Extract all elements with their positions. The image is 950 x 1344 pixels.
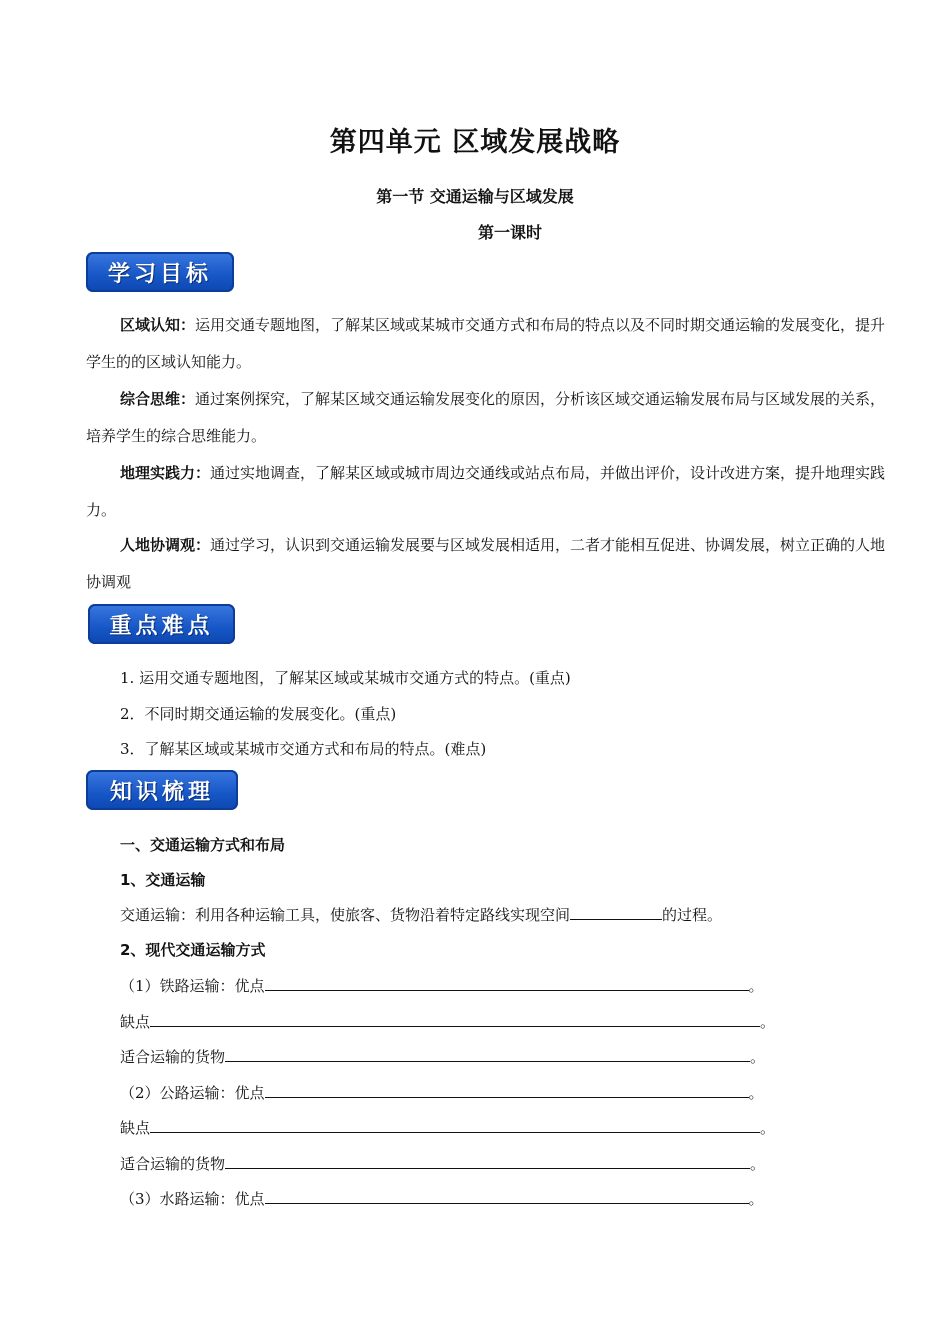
definition-before: 交通运输：利用各种运输工具，使旅客、货物沿着特定路线实现空间	[120, 906, 571, 924]
fill-line-label: 缺点	[120, 1119, 151, 1137]
keypoint-item: 2．不同时期交通运输的发展变化。(重点)	[120, 705, 397, 723]
keypoints-badge: 重点难点	[88, 604, 235, 644]
objective-label: 人地协调观：	[120, 536, 211, 554]
objective-regional-cognition	[86, 307, 886, 381]
objective-text: 通过案例探究，了解某区域交通运输发展变化的原因，分析该区域交通运输发展布局与区域发展的关系，培养学生的综合思维能力。	[86, 390, 886, 445]
fill-blank[interactable]	[150, 1118, 760, 1133]
fill-line-end: 。	[750, 1048, 766, 1066]
fill-line	[120, 1154, 765, 1174]
definition-after: 的过程。	[662, 906, 723, 924]
fill-line-end: 。	[748, 1190, 764, 1208]
fill-blank[interactable]	[265, 1083, 749, 1098]
fill-line-end: 。	[760, 1119, 776, 1137]
knowledge-badge: 知识梳理	[86, 770, 238, 810]
fill-line-label: （3）水路运输：优点	[120, 1190, 265, 1208]
lesson-title: 第一课时	[477, 223, 542, 242]
knowledge-heading-1: 一、交通运输方式和布局	[120, 836, 286, 854]
keypoint-item: 3．了解某区域或某城市交通方式和布局的特点。(难点)	[120, 740, 487, 758]
fill-line	[120, 1189, 764, 1209]
page-title: 第四单元 区域发展战略	[329, 127, 621, 158]
fill-line-label: 适合运输的货物	[120, 1048, 226, 1066]
objective-label: 区域认知：	[120, 316, 196, 334]
section-title: 第一节 交通运输与区域发展	[376, 187, 574, 206]
fill-blank[interactable]	[570, 905, 662, 920]
objective-text: 运用交通专题地图，了解某区域或某城市交通方式和布局的特点以及不同时期交通运输的发展变化，提升学生的的区域认知能力。	[86, 316, 886, 371]
objective-label: 地理实践力：	[120, 464, 211, 482]
fill-blank[interactable]	[150, 1012, 760, 1027]
knowledge-heading-2: 1、交通运输	[120, 871, 206, 889]
knowledge-heading-3: 2、现代交通运输方式	[120, 941, 266, 959]
fill-blank[interactable]	[265, 976, 749, 991]
objective-label: 综合思维：	[120, 390, 196, 408]
fill-line	[120, 976, 764, 996]
objective-human-earth	[86, 527, 886, 601]
keypoint-item: 1. 运用交通专题地图，了解某区域或某城市交通方式的特点。(重点)	[120, 669, 571, 687]
objective-integrated-thinking	[86, 381, 886, 455]
fill-line-end: 。	[750, 1155, 766, 1173]
fill-line	[120, 1083, 764, 1103]
fill-line-end: 。	[748, 977, 764, 995]
fill-line-label: 缺点	[120, 1013, 151, 1031]
fill-blank[interactable]	[265, 1189, 749, 1204]
fill-line-end: 。	[748, 1084, 764, 1102]
fill-blank[interactable]	[225, 1154, 750, 1169]
fill-line-label: （2）公路运输：优点	[120, 1084, 265, 1102]
objective-practice	[86, 455, 886, 529]
fill-line	[120, 1012, 775, 1032]
fill-line	[120, 1118, 775, 1138]
fill-line-end: 。	[760, 1013, 776, 1031]
fill-line-label: （1）铁路运输：优点	[120, 977, 265, 995]
objectives-badge: 学习目标	[86, 252, 234, 292]
objective-text: 通过学习，认识到交通运输发展要与区域发展相适用，二者才能相互促进、协调发展，树立正确的人地协调观	[86, 536, 886, 591]
fill-blank[interactable]	[225, 1047, 750, 1062]
fill-line-label: 适合运输的货物	[120, 1155, 226, 1173]
objective-text: 通过实地调查，了解某区域或城市周边交通线或站点布局，并做出评价，设计改进方案，提升地理实践力。	[86, 464, 886, 519]
fill-line	[120, 1047, 765, 1067]
definition-line	[120, 905, 722, 925]
